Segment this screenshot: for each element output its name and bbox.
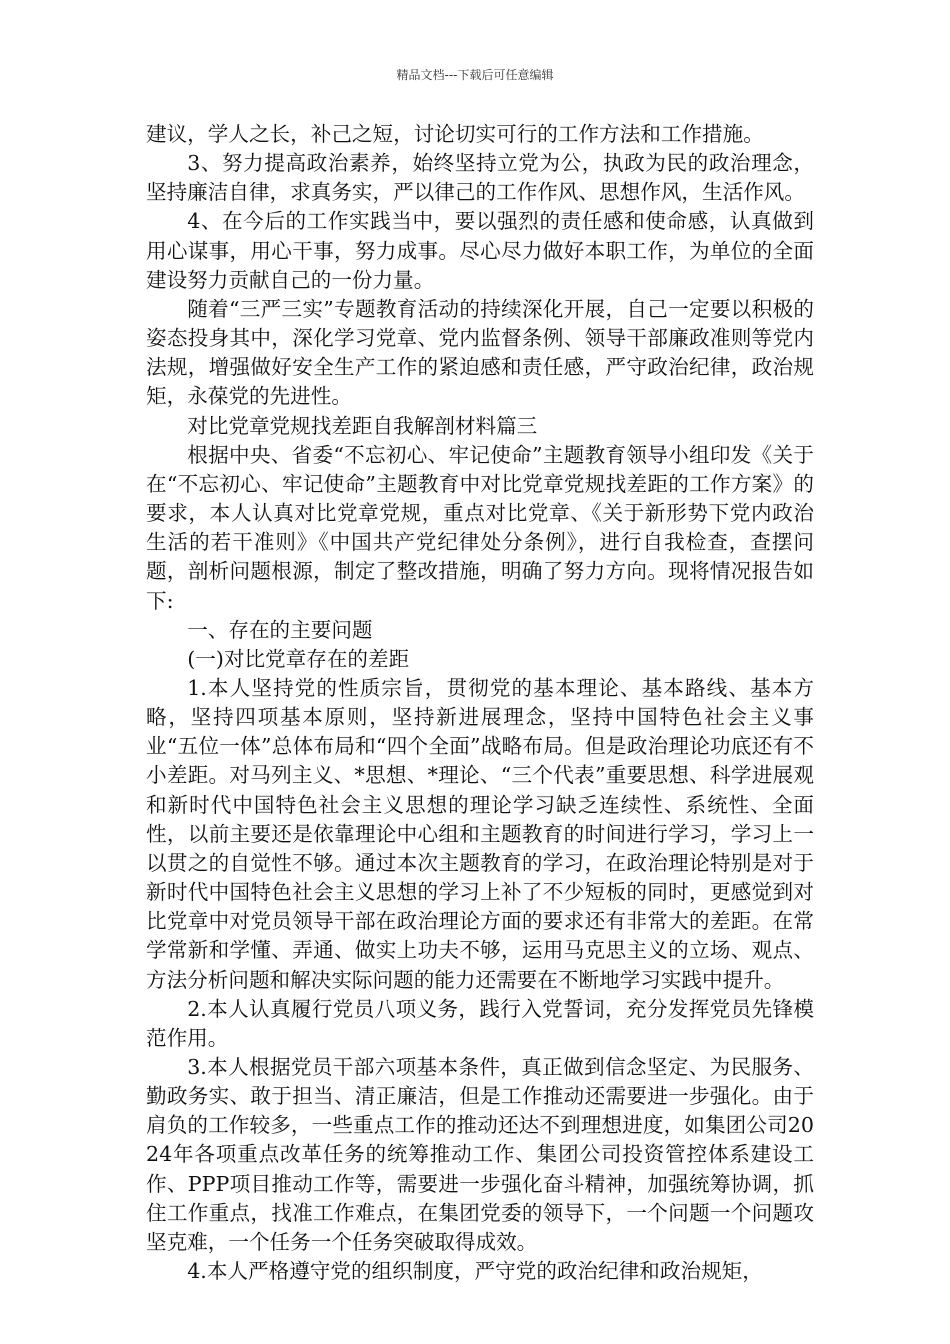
- page-header: 精品文档---下载后可任意编辑: [396, 68, 554, 82]
- section-title: 对比党章党规找差距自我解剖材料篇三: [187, 413, 538, 438]
- section-heading: 一、存在的主要问题: [187, 617, 373, 642]
- paragraph: 3.本人根据党员干部六项基本条件，真正做到信念坚定、为民服务、勤政务实、敢于担当、清正廉洁，但是工作推动还需要进一步强化。由于肩负的工作较多，一些重点工作的推动还达不到理想进度，如集团公司2024年各项重点改革任务的统筹推动工作、集团公司投资管控体系建设工作、PPP项目推动工作等，需要进一步强化奋斗精神，加强统筹协调，抓住工作重点，找准工作难点，在集团党委的领导下，一个问题一个问题攻坚克难，一个任务一个任务突破取得成效。: [146, 1055, 814, 1254]
- paragraph: 2.本人认真履行党员八项义务，践行入党誓词，充分发挥党员先锋模范作用。: [146, 996, 814, 1050]
- paragraph: 建议，学人之长，补己之短，讨论切实可行的工作方法和工作措施。: [146, 122, 764, 146]
- paragraph: 1.本人坚持党的性质宗旨，贯彻党的基本理论、基本路线、基本方略，坚持四项基本原则，坚持新进展理念，坚持中国特色社会主义事业“五位一体”总体布局和“四个全面”战略布局。但是政治理论功底还有不小差距。对马列主义、*思想、*理论、“三个代表”重要思想、科学进展观和新时代中国特色社会主义思想的理论学习缺乏连续性、系统性、全面性，以前主要还是依靠理论中心组和主题教育的时间进行学习，学习上一以贯之的自觉性不够。通过本次主题教育的学习，在政治理论特别是对于新时代中国特色社会主义思想的学习上补了不少短板的同时，更感觉到对比党章中对党员领导干部在政治理论方面的要求还有非常大的差距。在常学常新和学懂、弄通、做实上功夫不够，运用马克思主义的立场、观点、方法分析问题和解决实际问题的能力还需要在不断地学习实践中提升。: [146, 675, 814, 992]
- paragraph: 根据中央、省委“不忘初心、牢记使命”主题教育领导小组印发《关于在“不忘初心、牢记使命”主题教育中对比党章党规找差距的工作方案》的要求，本人认真对比党章党规，重点对比党章、《关于新形势下党内政治生活的若干准则》《中国共产党纪律处分条例》，进行自我检查，查摆问题，剖析问题根源，制定了整改措施，明确了努力方向。现将情况报告如下:: [146, 442, 814, 613]
- paragraph: 随着“三严三实”专题教育活动的持续深化开展，自己一定要以积极的姿态投身其中，深化学习党章、党内监督条例、领导干部廉政准则等党内法规，增强做好安全生产工作的紧迫感和责任感，严守政治纪律，政治规矩，永葆党的先进性。: [146, 296, 814, 409]
- subsection-heading: (一)对比党章存在的差距: [187, 646, 410, 671]
- paragraph: 4.本人严格遵守党的组织制度，严守党的政治纪律和政治规矩，: [187, 1259, 763, 1284]
- paragraph: 3、努力提高政治素养，始终坚持立党为公，执政为民的政治理念，坚持廉洁自律，求真务实，严以律己的工作作风、思想作风，生活作风。: [146, 151, 814, 205]
- document-body: [146, 120, 814, 1286]
- paragraph: 4、在今后的工作实践当中，要以强烈的责任感和使命感，认真做到用心谋事，用心干事，努力成事。尽心尽力做好本职工作，为单位的全面建设努力贡献自己的一份力量。: [146, 209, 814, 292]
